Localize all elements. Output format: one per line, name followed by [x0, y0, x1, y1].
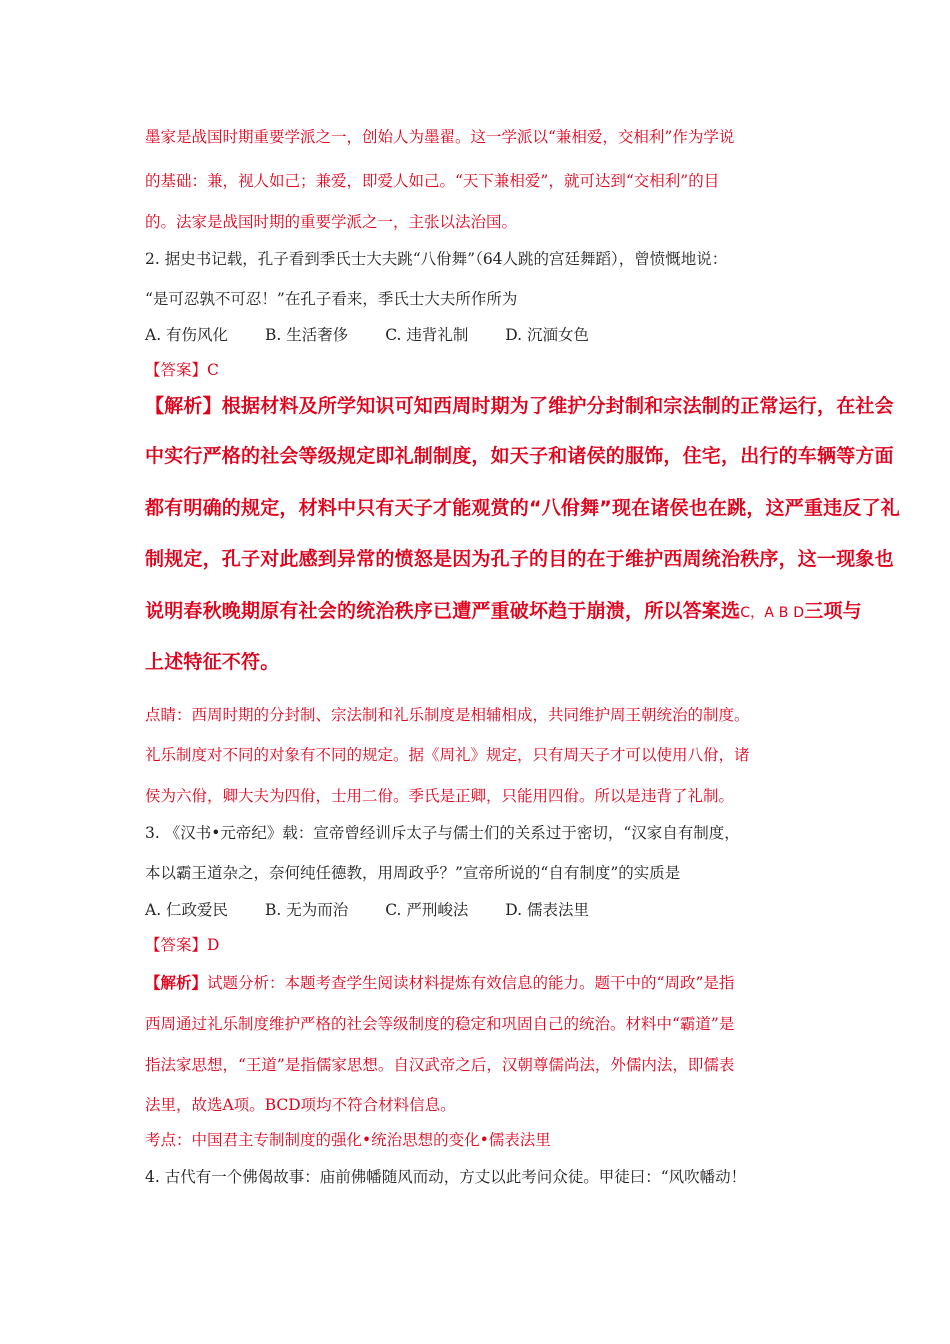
q2-analysis-line-5 — [145, 596, 862, 623]
q2-analysis-line-5-part-c: 三项与 — [804, 600, 862, 622]
q2-option-d: D. 沉湎女色 — [505, 326, 590, 344]
q3-option-d: D. 儒表法里 — [505, 901, 590, 919]
q2-analysis-line-5-part-a: 说明春秋晚期原有社会的统治秩序已遭严重破坏趋于崩溃，所以答案选 — [145, 600, 741, 622]
q2-analysis-line-6: 上述特征不符。 — [145, 651, 280, 673]
q3-option-b: B. 无为而治 — [265, 901, 349, 919]
q3-stem-line-2: 本以霸王道杂之，奈何纯任德教，用周政乎？”宣帝所说的“自有制度”的实质是 — [145, 864, 681, 882]
intro-line-2: 的基础：兼，视人如己；兼爱，即爱人如己。“天下兼相爱”，就可达到“交相利”的目 — [145, 172, 720, 190]
intro-line-1: 墨家是战国时期重要学派之一，创始人为墨翟。这一学派以“兼相爱，交相利”作为学说 — [145, 128, 735, 146]
q3-analysis-line-1-text: 试题分析：本题考查学生阅读材料提炼有效信息的能力。题干中的“周政”是指 — [207, 974, 735, 992]
q3-analysis-line-4: 法里，故选A项。BCD项均不符合材料信息。 — [145, 1096, 456, 1114]
q2-point-line-1: 点睛：西周时期的分封制、宗法制和礼乐制度是相辅相成，共同维护周王朝统治的制度。 — [145, 706, 750, 724]
q3-analysis-line-2: 西周通过礼乐制度维护严格的社会等级制度的稳定和巩固自己的统治。材料中“霸道”是 — [145, 1015, 735, 1033]
q3-answer: 【答案】D — [145, 936, 220, 954]
q3-kaodian: 考点：中国君主专制制度的强化•统治思想的变化•儒表法里 — [145, 1131, 551, 1149]
q3-analysis-line-1 — [145, 971, 734, 993]
q2-option-a: A. 有伤风化 — [145, 326, 229, 344]
q3-option-a: A. 仁政爱民 — [145, 901, 229, 919]
q2-options — [145, 323, 589, 345]
q2-analysis-line-2: 中实行严格的社会等级规定即礼制制度，如天子和诸侯的服饰，住宅，出行的车辆等方面 — [145, 445, 894, 467]
q2-answer: 【答案】C — [145, 361, 219, 379]
q2-stem-line-2: “是可忍孰不可忍！”在孔子看来，季氏士大夫所作所为 — [145, 290, 518, 308]
q3-stem-line-1: 3. 《汉书•元帝纪》载：宣帝曾经训斥太子与儒士们的关系过于密切，“汉家自有制度， — [145, 824, 740, 842]
intro-line-3: 的。法家是战国时期的重要学派之一，主张以法治国。 — [145, 213, 518, 231]
q2-analysis-line-4: 制规定，孔子对此感到异常的愤怒是因为孔子的目的在于维护西周统治秩序，这一现象也 — [145, 548, 894, 570]
q3-analysis-line-3: 指法家思想，“王道”是指儒家思想。自汉武帝之后，汉朝尊儒尚法，外儒内法，即儒表 — [145, 1056, 735, 1074]
q2-option-b: B. 生活奢侈 — [265, 326, 349, 344]
q2-stem-line-1: 2. 据史书记载，孔子看到季氏士大夫跳“八佾舞”（64人跳的宫廷舞蹈），曾愤慨地说： — [145, 250, 728, 268]
q2-analysis-line-1: 【解析】根据材料及所学知识可知西周时期为了维护分封制和宗法制的正常运行，在社会 — [145, 395, 894, 417]
q2-point-line-2: 礼乐制度对不同的对象有不同的规定。据《周礼》规定，只有周天子才可以使用八佾，诸 — [145, 746, 750, 764]
q4-stem-line-1: 4. 古代有一个佛偈故事：庙前佛幡随风而动，方丈以此考问众徒。甲徒曰：“风吹幡动！ — [145, 1168, 747, 1186]
q3-option-c: C. 严刑峻法 — [385, 901, 469, 919]
q2-analysis-line-5-part-b: C，A B D — [740, 605, 805, 621]
q3-options — [145, 898, 589, 920]
q2-point-line-3: 侯为六佾，卿大夫为四佾，士用二佾。季氏是正卿，只能用四佾。所以是违背了礼制。 — [145, 787, 735, 805]
q2-analysis-line-3: 都有明确的规定，材料中只有天子才能观赏的“八佾舞”现在诸侯也在跳，这严重违反了礼 — [145, 497, 900, 519]
q3-analysis-label: 【解析】 — [145, 973, 208, 992]
q2-option-c: C. 违背礼制 — [385, 326, 469, 344]
